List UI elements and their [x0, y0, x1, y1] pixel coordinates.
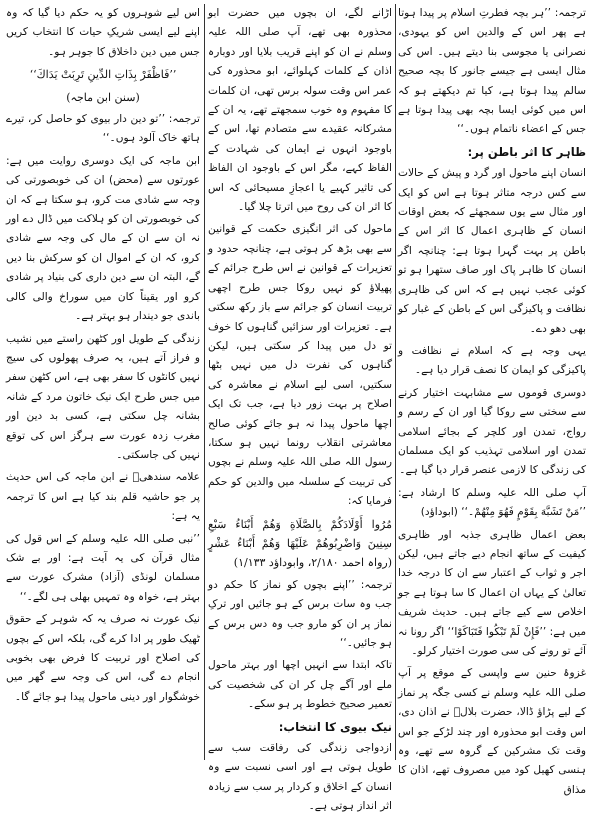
paragraph-right-4: دوسری قوموں سے مشابہت اختیار کرنے سے سختی سے روکا گیا اور ان کے رسم و رواج، تمدن اور کلچر کے بجائے اسلامی تمدن اور اسلامی تہذیب کو ایک مسلمان کی زندگی کا لازمی عنصر قرار دیا گیا ہے۔ [398, 386, 586, 477]
paragraph-left-4: ابن ماجہ کی ایک دوسری روایت میں ہے: عورتوں سے (محض) ان کی خوبصورتی کی وجہ سے شادی مت کرو، ہو سکتا ہے کہ ان کی خوبصورتی ان کو ہلاکت میں ڈال دے اور نہ ان سے ان کے مال کی وجہ سے شادی کرو، کہ ان کے اموال ان کو سرکش بنا دیں گے، البتہ ان سے دین داری کی بنیاد پر شادی کرو اور یقیناً کان میں سوراخ والی کالی باندی جو دیندار ہو بہتر ہے۔ [6, 154, 200, 323]
quote-line-left-2: (سنن ابن ماجہ) [66, 90, 140, 104]
paragraph-right-7: غزوۂ حنین سے واپسی کے موقع پر آپ صلی اللہ علیہ وسلم نے کسی جگہ پر نماز کے لیے پڑاؤ ڈالا، حضرت بلالؓ نے اذان دی، اس وقت ابو محذورہ اور چند لڑکے جو اس وقت تک مشرکین کے گروہ سے تھے، وہ ہنسی کھیل کود میں مصروف تھے، اذان کا مذاق [398, 667, 586, 796]
paragraph-right-3: یہی وجہ ہے کہ اسلام نے نظافت و پاکیزگی کو ایمان کا نصف قرار دیا ہے۔ [398, 344, 586, 377]
paragraph-middle-4: تاکہ ابتدا سے انہیں اچھا اور بہتر ماحول ملے اور آگے چل کر ان کی شخصیت کی تعمیر صحیح خطوط پر ہو سکے۔ [208, 659, 392, 711]
paragraph-right-0: ترجمہ: ’’ہر بچہ فطرتِ اسلام پر پیدا ہوتا ہے پھر اس کے والدین اس کو یہودی، نصرانی یا مجوسی بنا دیتے ہیں۔ اس کی مثال ایسی ہے جیسے جانور کا بچہ صحیح سالم پیدا ہوتا ہے، کیا تم دیکھتے ہو کہ اس میں کوئی ایسا بچہ بھی پیدا ہوتا ہے جس کے اعضاء ناتمام ہوں۔‘‘ [398, 7, 586, 136]
paragraph-middle-3: ترجمہ: ’’اپنے بچوں کو نماز کا حکم دو جب وہ سات برس کے ہو جائیں اور ترکِ نماز پر ان کو مارو جب وہ دس برس کے ہو جائیں۔‘‘ [208, 578, 392, 649]
column-divider-right [395, 4, 396, 760]
paragraph-left-7: ’’نبی صلی اللہ علیہ وسلم کے اس قول کی مثال قرآن کی یہ آیت ہے: اور بے شک مسلمان لونڈی (آزاد) مشرک عورت سے بہتر ہے، خواہ وہ تمہیں بھلی ہی لگے۔‘‘ [6, 532, 200, 603]
paragraph-middle-6: ازدواجی زندگی کی رفاقت سب سے طویل ہوتی ہے اور اسی نسبت سے وہ انسان کے اخلاق و کردار پر سب سے زیادہ اثر انداز ہوتی ہے۔ [208, 742, 392, 813]
paragraph-left-6: علامہ سندھیؒ نے ابن ماجہ کی اس حدیث پر جو حاشیہ قلم بند کیا ہے اس کا ترجمہ یہ ہے: [6, 471, 200, 523]
paragraph-right-6: بعض اعمال ظاہری جذبہ اور ظاہری کیفیت کے ساتھ انجام دیے جاتے ہیں، لیکن اجر و ثواب کے اعتبار سے ان کا درجہ خدا تعالیٰ کے یہاں ان اعمال کا سا ہوتا ہے جو اخلاص سے کیے جاتے ہیں۔ حدیث شریف میں ہے: ’’فَإِنْ لَمْ تَبْكُوا فَتَبَاكَوْا‘‘ اگر رونا نہ آئے تو رونے کی سی صورت اختیار کرلو۔ [398, 528, 586, 657]
paragraph-middle-0: اڑانے لگے، ان بچوں میں حضرت ابو محذورہ بھی تھے، آپ صلی اللہ علیہ وسلم نے ان کو اپنے قریب بلایا اور دوبارہ اذان کے کلمات کہلوائے، ابو محذورہ کی عمر اس وقت سولہ برس تھی، ان کلمات کا مفہوم وہ خوب سمجھتے تھے، یہ ان کے مشرکانہ عقیدے سے متصادم تھا، اس کے باوجود انہوں نے ایمان کی شہادت کے الفاظ کہے، مگر اس کے باوجود ان الفاظ کی تاثیر کہیے یا اعجازِ مسیحائی کہ اس کا اثر ان کی روح میں اترتا چلا گیا۔ [208, 7, 392, 214]
paragraph-right-5: آپ صلی اللہ علیہ وسلم کا ارشاد ہے: ’’مَنْ تَشَبَّهَ بِقَوْمٍ فَهُوَ مِنْهُمْ۔‘‘ (ابوداؤد) [398, 486, 586, 519]
arabic-hadith-middle-2: مُرُوا أَوْلَادَكُمْ بِالصَّلَاةِ وَهُمْ أَبْنَاءُ سَبْعِ سِنِينَ وَاضْرِبُوهُمْ عَلَيْهَا وَهُمْ أَبْنَاءُ عَشْرٍ (رواہ احمد ۲/۱۸۰، وابوداؤد ۱/۱۳۳) [208, 517, 392, 570]
paragraph-left-5: زندگی کے طویل اور کٹھن راستے میں نشیب و فراز آتے ہیں، یہ صرف پھولوں کی سیج نہیں کانٹوں کا سفر بھی ہے، اس کٹھن سفر میں جس طرح ایک نیک خاتون مرد کے شانہ بشانہ چل سکتی ہے، کسی بد دین اور مغرب زدہ عورت سے ہرگز اس کی توقع نہیں کی جاسکتی۔ [6, 332, 200, 461]
column-middle [208, 4, 392, 813]
section-heading-right-1: ظاہر کا اثر باطن پر: [467, 144, 586, 159]
column-left [6, 4, 200, 760]
paragraph-middle-1: ماحول کی اثر انگیزی حکمت کے قوانین سے بھی بڑھ کر ہوتی ہے، چنانچہ حدود و تعزیرات کے قوانین نے اس طرح جرائم کے پھیلاؤ کو نہیں روکا جس طرح اچھی تربیت انسان کو جرائم سے باز رکھ سکتی ہے۔ تعزیرات اور سزائیں گناہوں کا خوف تو دل میں پیدا کر سکتی ہیں، لیکن گناہوں کی نفرت دل میں نہیں بٹھا سکتیں، اسی لیے اسلام نے معاشرہ کی اصلاح پر بہت زور دیا ہے، جب تک ایک اچھا ماحول پیدا نہ ہو جائے کوئی صالح معاشرتی انقلاب رونما نہیں ہو سکتا، رسول اللہ صلی اللہ علیہ وسلم نے بچوں کی تربیت کے سلسلہ میں والدین کو حکم فرمایا کہ: [208, 223, 392, 508]
quote-line-left-1: ’’فَاظْفَرْ بِذَاتِ الدِّينِ تَرِبَتْ يَدَاكَ‘‘ [29, 68, 177, 82]
section-heading-middle-5: نیک بیوی کا انتخاب: [278, 719, 392, 734]
paragraph-left-0: اس لیے شوہروں کو یہ حکم دیا گیا کہ وہ اپنے لیے ایسی شریکِ حیات کا انتخاب کریں جس میں دین داخلاق کا جوہر ہو۔ [6, 7, 200, 58]
column-right [398, 4, 586, 796]
column-divider-left [204, 4, 205, 760]
paragraph-right-2: انسان اپنے ماحول اور گرد و پیش کے حالات سے کس درجہ متاثر ہوتا ہے اس کو ایک اور مثال سے یوں سمجھئے کہ بعض اوقات انسان کے ظاہری اعمال کا اثر اس کے باطن پر بہت گہرا ہوتا ہے: چنانچہ اگر انسان کا ظاہر پاک اور صاف ستھرا ہو تو کوئی عجب نہیں ہے کہ اس کی ظاہری نظافت و پاکیزگی اس کے باطن کے غبار کو بھی دھو دے۔ [398, 167, 586, 335]
paragraph-left-8: نیک عورت نہ صرف یہ کہ شوہر کے حقوق ٹھیک طور پر ادا کرے گی، بلکہ اس کے بچوں کی اصلاح اور تربیت کا فرض بھی بخوبی انجام دے گی، اس کی وجہ سے گھر میں خوشگوار اور دینی ماحول پیدا ہو جائے گا۔ [6, 613, 200, 703]
paragraph-left-3: ترجمہ: ’’تو دین دار بیوی کو حاصل کر، تیرے ہاتھ خاک آلود ہوں۔‘‘ [6, 113, 200, 145]
